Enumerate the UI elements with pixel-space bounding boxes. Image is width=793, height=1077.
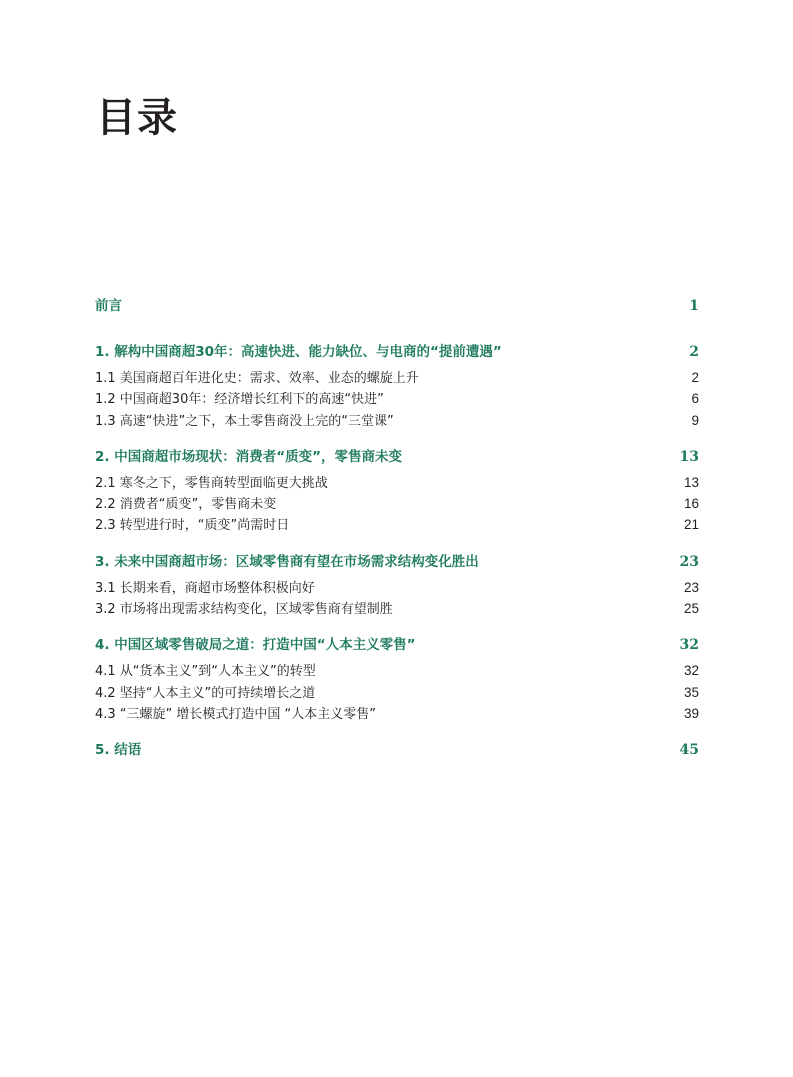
toc-entry-4-1[interactable] [95, 660, 699, 681]
toc-entry-label: 2.1 寒冬之下，零售商转型面临更大挑战 [95, 475, 328, 491]
toc-chapter-2[interactable] [95, 447, 699, 467]
toc-chapter-label: 4. 中国区域零售破局之道：打造中国“人本主义零售” [95, 637, 416, 654]
toc-chapter-page: 45 [679, 742, 699, 759]
toc-entry-page: 32 [683, 663, 699, 679]
toc-chapter-5[interactable] [95, 740, 699, 760]
page-title: 目录 [96, 94, 178, 141]
toc-entry-page: 25 [683, 601, 699, 617]
toc-entry-label: 2.3 转型进行时，“质变”尚需时日 [95, 518, 290, 534]
toc-entry-1-1[interactable] [95, 367, 699, 388]
toc-entry-4-3[interactable] [95, 703, 699, 724]
toc-entry-preface[interactable] [95, 296, 699, 316]
toc-entry-label: 3.1 长期来看，商超市场整体积极向好 [95, 580, 315, 596]
toc-entry-label: 3.2 市场将出现需求结构变化，区域零售商有望制胜 [95, 602, 393, 618]
toc-entry-label: 4.3 “三螺旋” 增长模式打造中国 “人本主义零售” [95, 706, 377, 722]
toc-section-2 [95, 447, 699, 536]
toc-entry-1-3[interactable] [95, 410, 699, 431]
toc-entry-label: 1.2 中国商超30年：经济增长红利下的高速“快进” [95, 392, 384, 408]
toc-entry-page: 1 [689, 298, 699, 314]
toc-section-4 [95, 635, 699, 724]
toc-entry-1-2[interactable] [95, 388, 699, 409]
toc-entry-page: 39 [683, 705, 699, 721]
toc-entry-page: 16 [683, 496, 699, 512]
toc-entry-3-1[interactable] [95, 577, 699, 598]
toc-section-5 [95, 740, 699, 760]
toc-chapter-label: 1. 解构中国商超30年：高速快进、能力缺位、与电商的“提前遭遇” [95, 344, 502, 360]
toc-entry-label: 前言 [95, 298, 122, 314]
toc-section-1 [95, 342, 699, 431]
toc-entry-page: 23 [683, 579, 699, 595]
toc-chapter-page: 13 [679, 448, 699, 465]
toc-entry-page: 2 [691, 370, 699, 385]
toc-chapter-page: 2 [689, 344, 699, 360]
toc-entry-label: 2.2 消费者“质变”，零售商未变 [95, 497, 277, 513]
toc-entry-2-3[interactable] [95, 514, 699, 535]
toc-entry-page: 21 [683, 517, 699, 533]
toc-chapter-4[interactable] [95, 635, 699, 655]
toc-chapter-label: 2. 中国商超市场现状：消费者“质变”，零售商未变 [95, 448, 402, 465]
toc-entry-2-1[interactable] [95, 472, 699, 493]
toc-entry-2-2[interactable] [95, 493, 699, 514]
toc-entry-label: 1.1 美国商超百年进化史：需求、效率、业态的螺旋上升 [95, 371, 419, 386]
toc-entry-label: 4.1 从“货本主义”到“人本主义”的转型 [95, 664, 316, 680]
toc-chapter-page: 32 [679, 637, 699, 654]
toc-entry-page: 6 [691, 391, 699, 407]
toc-chapter-1[interactable] [95, 342, 699, 362]
toc-section-3 [95, 552, 699, 620]
table-of-contents [95, 296, 699, 776]
toc-entry-label: 1.3 高速“快进”之下，本土零售商没上完的“三堂课” [95, 413, 394, 429]
toc-entry-page: 13 [683, 474, 699, 490]
toc-chapter-3[interactable] [95, 552, 699, 572]
toc-entry-4-2[interactable] [95, 682, 699, 703]
toc-chapter-page: 23 [679, 553, 699, 570]
toc-entry-3-2[interactable] [95, 598, 699, 619]
toc-section-preface [95, 296, 699, 316]
toc-chapter-label: 5. 结语 [95, 742, 142, 759]
toc-chapter-label: 3. 未来中国商超市场：区域零售商有望在市场需求结构变化胜出 [95, 553, 479, 570]
toc-entry-label: 4.2 坚持“人本主义”的可持续增长之道 [95, 685, 316, 701]
toc-entry-page: 35 [683, 684, 699, 700]
toc-entry-page: 9 [691, 412, 699, 428]
